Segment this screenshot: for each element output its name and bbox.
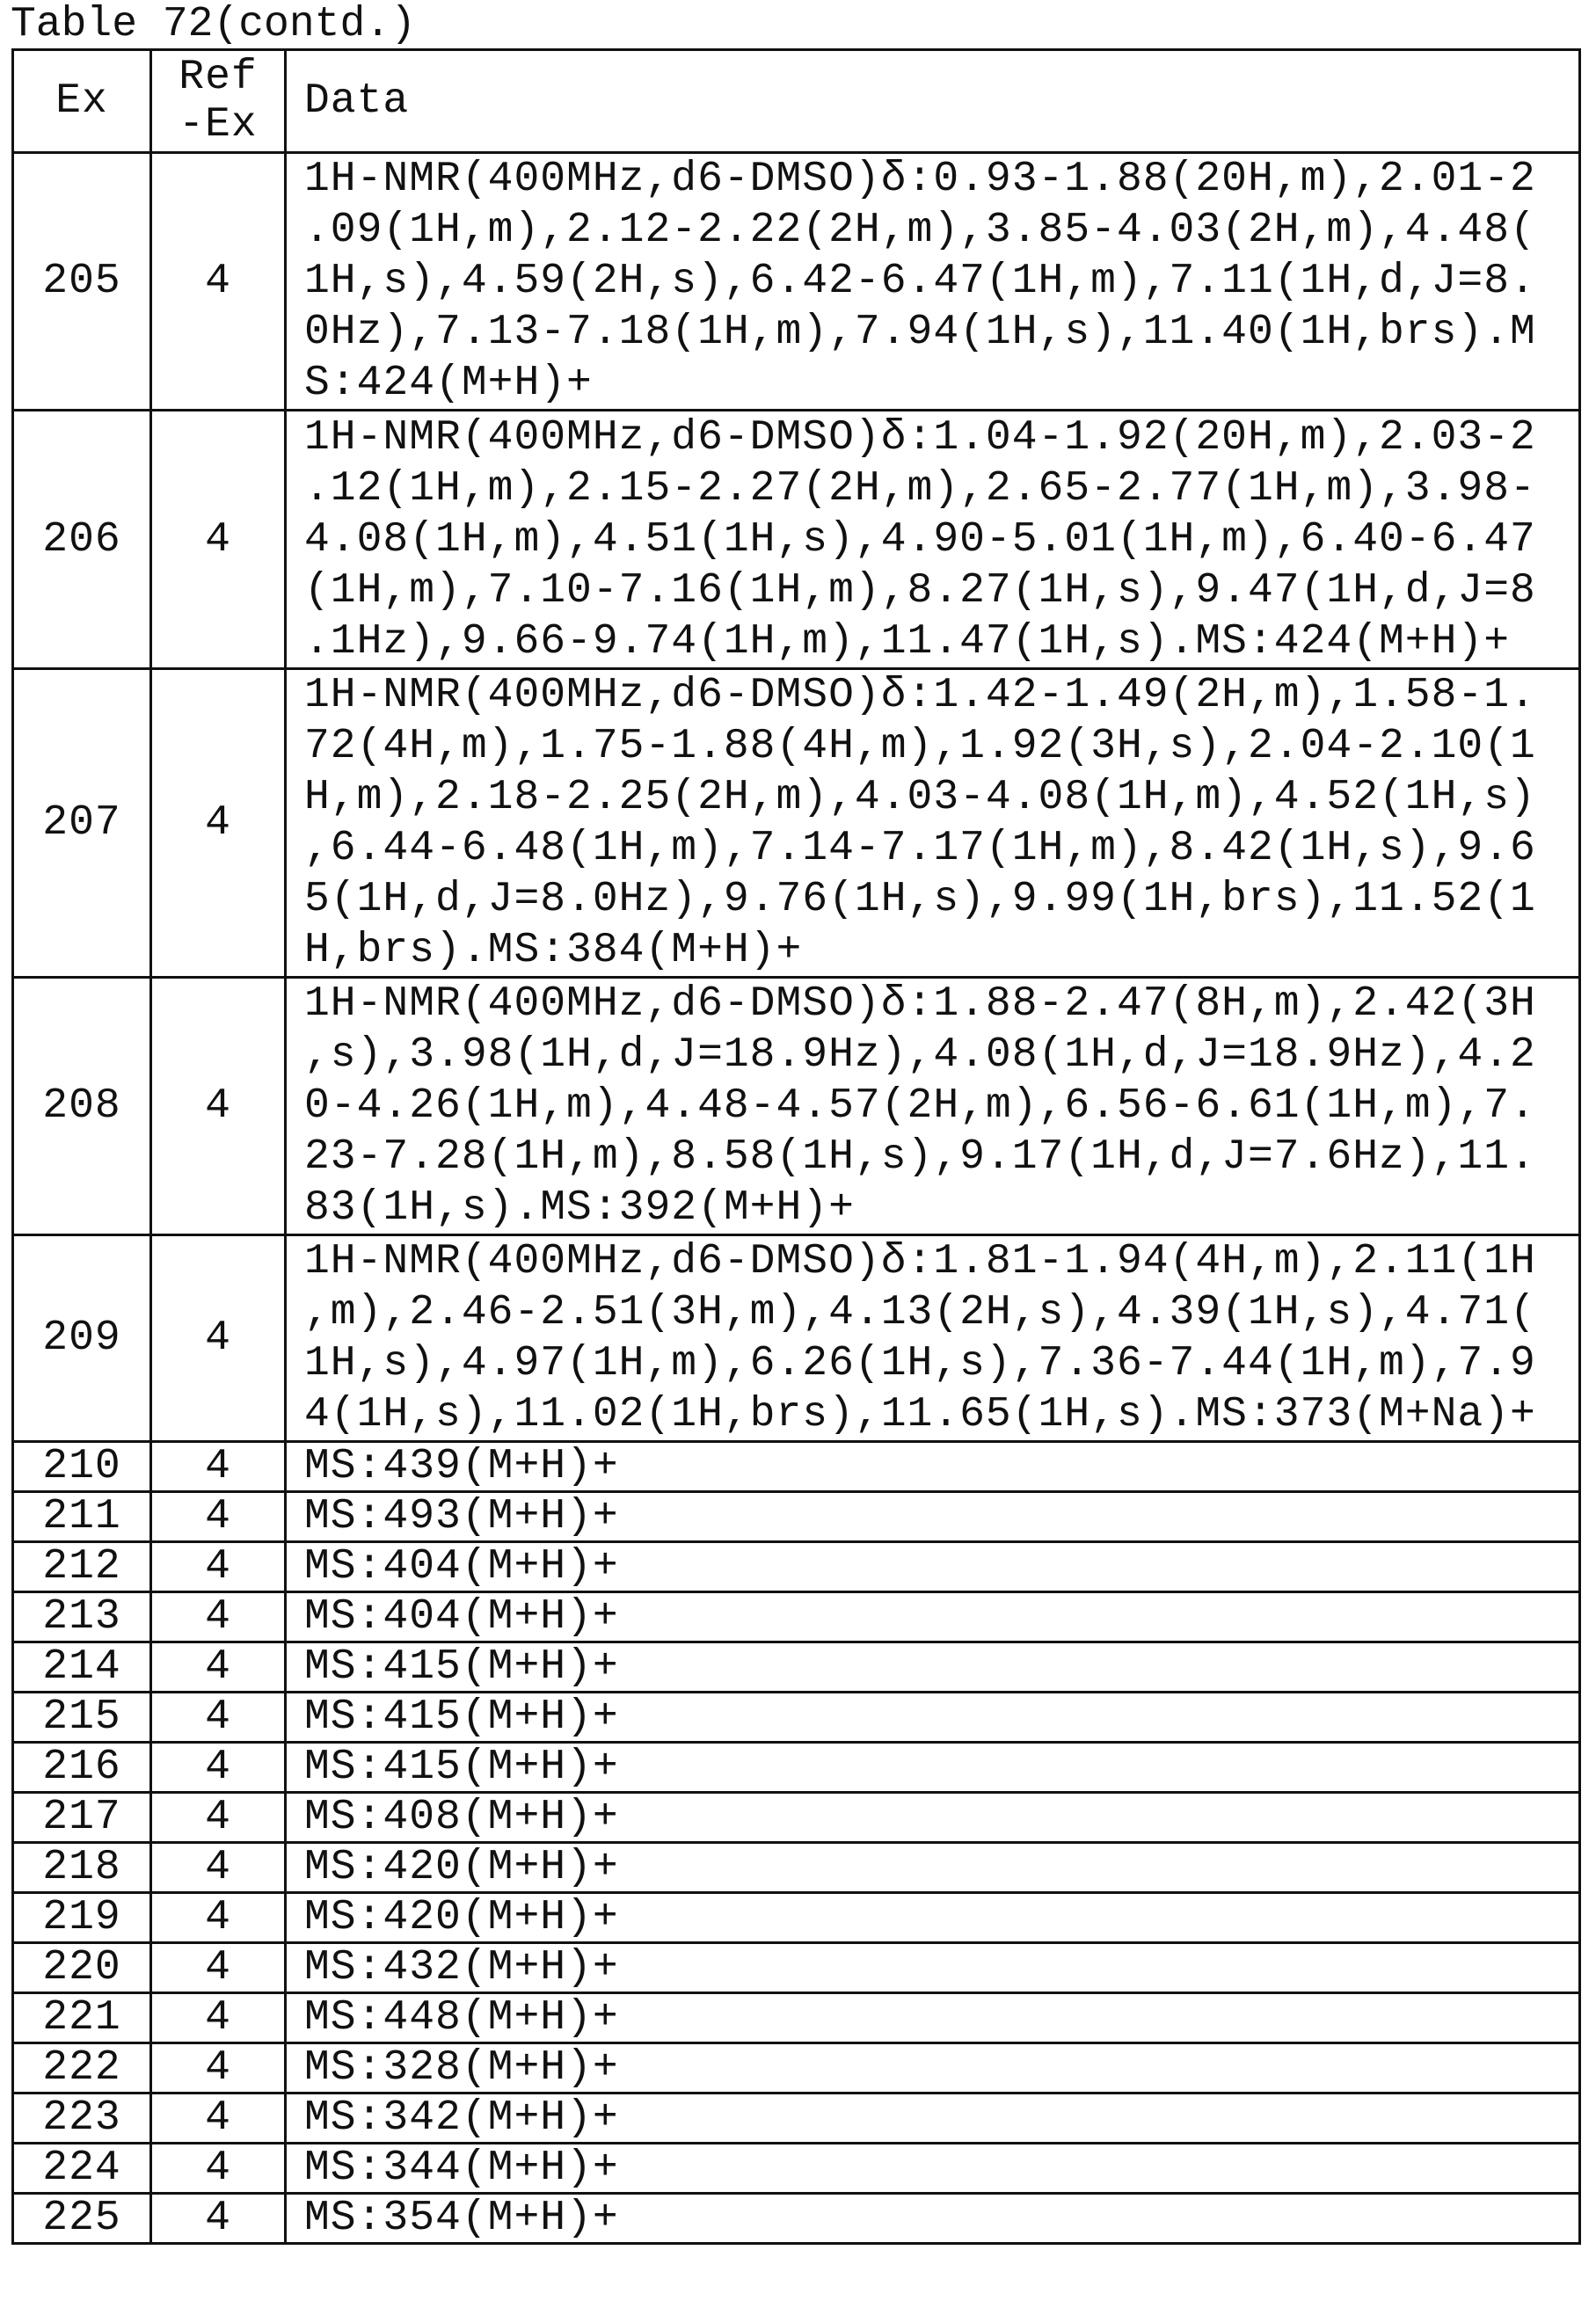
data-text-line: MS:448(M+H)+ [304, 1994, 1578, 2042]
ex-number: 215 [14, 1693, 149, 1741]
ref-ex-number: 4 [152, 256, 284, 307]
ex-number: 207 [14, 797, 149, 848]
data-text-line: MS:415(M+H)+ [304, 1744, 1578, 1791]
table-row [13, 153, 1580, 411]
data-text-line: .1Hz),9.66-9.74(1H,m),11.47(1H,s).MS:424(M+H)+ [304, 616, 1578, 667]
cell-ref-ex [151, 411, 286, 669]
ref-ex-number: 4 [152, 2144, 284, 2192]
table-row [13, 1542, 1580, 1592]
table-row [13, 1642, 1580, 1693]
ex-number: 212 [14, 1543, 149, 1591]
cell-ex [13, 2043, 151, 2093]
cell-data [286, 411, 1580, 669]
data-text-line: 1H-NMR(400MHz,d6-DMSO)δ:1.81-1.94(4H,m),2.11(1H [304, 1236, 1578, 1287]
data-text-line: MS:408(M+H)+ [304, 1794, 1578, 1841]
data-text-line: 1H,s),4.59(2H,s),6.42-6.47(1H,m),7.11(1H,d,J=8. [304, 256, 1578, 307]
data-text-line: 1H-NMR(400MHz,d6-DMSO)δ:1.42-1.49(2H,m),1.58-1. [304, 670, 1578, 721]
ref-ex-number: 4 [152, 1081, 284, 1132]
cell-data [286, 1943, 1580, 1993]
cell-data [286, 2144, 1580, 2194]
data-text-line: MS:420(M+H)+ [304, 1894, 1578, 1941]
table-row [13, 1743, 1580, 1793]
ex-number: 222 [14, 2044, 149, 2092]
cell-ex [13, 153, 151, 411]
cell-ref-ex [151, 1893, 286, 1943]
data-text-line: MS:342(M+H)+ [304, 2094, 1578, 2142]
cell-ex [13, 1592, 151, 1642]
data-text-line: ,s),3.98(1H,d,J=18.9Hz),4.08(1H,d,J=18.9Hz),4.2 [304, 1030, 1578, 1081]
ex-number: 225 [14, 2195, 149, 2242]
data-text-line: 1H,s),4.97(1H,m),6.26(1H,s),7.36-7.44(1H,m),7.9 [304, 1338, 1578, 1389]
data-text-line: 83(1H,s).MS:392(M+H)+ [304, 1183, 1578, 1234]
cell-ex [13, 1843, 151, 1893]
data-text-line: MS:493(M+H)+ [304, 1493, 1578, 1540]
data-text-line: 0Hz),7.13-7.18(1H,m),7.94(1H,s),11.40(1H,brs).M [304, 307, 1578, 358]
cell-ref-ex [151, 1743, 286, 1793]
cell-ref-ex [151, 1492, 286, 1542]
cell-ex [13, 669, 151, 978]
data-text-line: MS:404(M+H)+ [304, 1543, 1578, 1591]
cell-data [286, 1235, 1580, 1442]
cell-ex [13, 1793, 151, 1843]
ref-ex-number: 4 [152, 1794, 284, 1841]
cell-ref-ex [151, 2043, 286, 2093]
cell-ex [13, 1693, 151, 1743]
cell-data [286, 2043, 1580, 2093]
cell-ex [13, 1442, 151, 1492]
table-row [13, 2043, 1580, 2093]
cell-data [286, 1592, 1580, 1642]
table-row [13, 2194, 1580, 2244]
ex-number: 206 [14, 514, 149, 565]
cell-ex [13, 1893, 151, 1943]
table-row [13, 2093, 1580, 2144]
ref-ex-number: 4 [152, 1543, 284, 1591]
header-ref-ex-label-line2: -Ex [152, 101, 284, 149]
data-text-line: MS:432(M+H)+ [304, 1944, 1578, 1992]
ref-ex-number: 4 [152, 2094, 284, 2142]
ref-ex-number: 4 [152, 1744, 284, 1791]
cell-data [286, 153, 1580, 411]
header-data [286, 50, 1580, 153]
cell-ex [13, 1235, 151, 1442]
ex-number: 220 [14, 1944, 149, 1992]
cell-data [286, 1442, 1580, 1492]
table-row [13, 2144, 1580, 2194]
data-text-line: 1H-NMR(400MHz,d6-DMSO)δ:0.93-1.88(20H,m),2.01-2 [304, 154, 1578, 205]
ex-number: 224 [14, 2144, 149, 2192]
data-text-line: 1H-NMR(400MHz,d6-DMSO)δ:1.04-1.92(20H,m),2.03-2 [304, 412, 1578, 463]
table-row [13, 1442, 1580, 1492]
data-text-line: H,brs).MS:384(M+H)+ [304, 925, 1578, 976]
data-text-line: MS:328(M+H)+ [304, 2044, 1578, 2092]
cell-data [286, 2194, 1580, 2244]
ref-ex-number: 4 [152, 1313, 284, 1364]
data-text-line: MS:344(M+H)+ [304, 2144, 1578, 2192]
table-row [13, 1592, 1580, 1642]
ex-number: 219 [14, 1894, 149, 1941]
table-row [13, 1235, 1580, 1442]
cell-ref-ex [151, 1542, 286, 1592]
ref-ex-number: 4 [152, 1493, 284, 1540]
cell-ref-ex [151, 2144, 286, 2194]
table-row [13, 1793, 1580, 1843]
cell-data [286, 1492, 1580, 1542]
cell-ex [13, 2093, 151, 2144]
data-text-line: S:424(M+H)+ [304, 358, 1578, 409]
data-text-line: MS:439(M+H)+ [304, 1443, 1578, 1490]
ref-ex-number: 4 [152, 1994, 284, 2042]
table-row [13, 1693, 1580, 1743]
table-row [13, 1843, 1580, 1893]
cell-ex [13, 1993, 151, 2043]
table-row [13, 978, 1580, 1235]
cell-ref-ex [151, 1993, 286, 2043]
data-text-line: MS:404(M+H)+ [304, 1593, 1578, 1641]
table-row [13, 411, 1580, 669]
cell-data [286, 1743, 1580, 1793]
cell-ref-ex [151, 1235, 286, 1442]
data-text-line: 0-4.26(1H,m),4.48-4.57(2H,m),6.56-6.61(1H,m),7. [304, 1081, 1578, 1132]
ref-ex-number: 4 [152, 1894, 284, 1941]
cell-data [286, 669, 1580, 978]
cell-ref-ex [151, 669, 286, 978]
ex-number: 210 [14, 1443, 149, 1490]
table-header-row [13, 50, 1580, 153]
nmr-ms-data-table [11, 48, 1581, 2245]
data-text-line: 23-7.28(1H,m),8.58(1H,s),9.17(1H,d,J=7.6Hz),11. [304, 1132, 1578, 1183]
header-ex-label: Ex [14, 76, 149, 127]
data-text-line: 1H-NMR(400MHz,d6-DMSO)δ:1.88-2.47(8H,m),2.42(3H [304, 979, 1578, 1030]
cell-data [286, 1542, 1580, 1592]
data-text-line: .09(1H,m),2.12-2.22(2H,m),3.85-4.03(2H,m),4.48( [304, 205, 1578, 256]
ex-number: 211 [14, 1493, 149, 1540]
ex-number: 223 [14, 2094, 149, 2142]
ref-ex-number: 4 [152, 2195, 284, 2242]
data-text-line: MS:354(M+H)+ [304, 2195, 1578, 2242]
cell-ex [13, 1542, 151, 1592]
table-row [13, 669, 1580, 978]
cell-ex [13, 1492, 151, 1542]
data-text-line: 5(1H,d,J=8.0Hz),9.76(1H,s),9.99(1H,brs),11.52(1 [304, 874, 1578, 925]
ex-number: 217 [14, 1794, 149, 1841]
ref-ex-number: 4 [152, 1944, 284, 1992]
data-text-line: (1H,m),7.10-7.16(1H,m),8.27(1H,s),9.47(1H,d,J=8 [304, 565, 1578, 616]
ex-number: 218 [14, 1844, 149, 1891]
data-text-line: ,m),2.46-2.51(3H,m),4.13(2H,s),4.39(1H,s),4.71( [304, 1287, 1578, 1338]
cell-data [286, 1793, 1580, 1843]
cell-ex [13, 978, 151, 1235]
ex-number: 205 [14, 256, 149, 307]
cell-data [286, 1893, 1580, 1943]
ex-number: 216 [14, 1744, 149, 1791]
cell-ref-ex [151, 978, 286, 1235]
data-text-line: .12(1H,m),2.15-2.27(2H,m),2.65-2.77(1H,m),3.98- [304, 463, 1578, 514]
cell-ex [13, 411, 151, 669]
ref-ex-number: 4 [152, 1693, 284, 1741]
cell-ex [13, 1642, 151, 1693]
cell-ref-ex [151, 1592, 286, 1642]
cell-ref-ex [151, 2194, 286, 2244]
data-text-line: ,6.44-6.48(1H,m),7.14-7.17(1H,m),8.42(1H,s),9.6 [304, 823, 1578, 874]
cell-ref-ex [151, 153, 286, 411]
ref-ex-number: 4 [152, 514, 284, 565]
ref-ex-number: 4 [152, 797, 284, 848]
cell-ref-ex [151, 1793, 286, 1843]
header-ex [13, 50, 151, 153]
cell-data [286, 1993, 1580, 2043]
cell-ref-ex [151, 2093, 286, 2144]
cell-ref-ex [151, 1843, 286, 1893]
ex-number: 213 [14, 1593, 149, 1641]
data-text-line: MS:415(M+H)+ [304, 1643, 1578, 1691]
table-row [13, 1943, 1580, 1993]
cell-data [286, 1843, 1580, 1893]
ex-number: 221 [14, 1994, 149, 2042]
data-text-line: 4(1H,s),11.02(1H,brs),11.65(1H,s).MS:373(M+Na)+ [304, 1389, 1578, 1440]
ref-ex-number: 4 [152, 1443, 284, 1490]
cell-ref-ex [151, 1693, 286, 1743]
data-text-line: 4.08(1H,m),4.51(1H,s),4.90-5.01(1H,m),6.40-6.47 [304, 514, 1578, 565]
data-text-line: 72(4H,m),1.75-1.88(4H,m),1.92(3H,s),2.04-2.10(1 [304, 721, 1578, 772]
cell-ref-ex [151, 1642, 286, 1693]
cell-ref-ex [151, 1442, 286, 1492]
cell-ref-ex [151, 1943, 286, 1993]
cell-data [286, 1642, 1580, 1693]
cell-data [286, 978, 1580, 1235]
header-ref-ex-label-line1: Ref [152, 54, 284, 101]
cell-ex [13, 1743, 151, 1793]
cell-ex [13, 2144, 151, 2194]
cell-data [286, 1693, 1580, 1743]
ref-ex-number: 4 [152, 1643, 284, 1691]
data-text-line: MS:415(M+H)+ [304, 1693, 1578, 1741]
cell-data [286, 2093, 1580, 2144]
cell-ex [13, 2194, 151, 2244]
ref-ex-number: 4 [152, 1844, 284, 1891]
cell-ex [13, 1943, 151, 1993]
ex-number: 209 [14, 1313, 149, 1364]
table-row [13, 1893, 1580, 1943]
ref-ex-number: 4 [152, 1593, 284, 1641]
table-row [13, 1492, 1580, 1542]
table-row [13, 1993, 1580, 2043]
data-text-line: MS:420(M+H)+ [304, 1844, 1578, 1891]
table-title: Table 72(contd.) [11, 2, 416, 47]
ex-number: 208 [14, 1081, 149, 1132]
ex-number: 214 [14, 1643, 149, 1691]
ref-ex-number: 4 [152, 2044, 284, 2092]
header-ref-ex [151, 50, 286, 153]
data-text-line: H,m),2.18-2.25(2H,m),4.03-4.08(1H,m),4.52(1H,s) [304, 772, 1578, 823]
header-data-label: Data [304, 76, 1578, 127]
